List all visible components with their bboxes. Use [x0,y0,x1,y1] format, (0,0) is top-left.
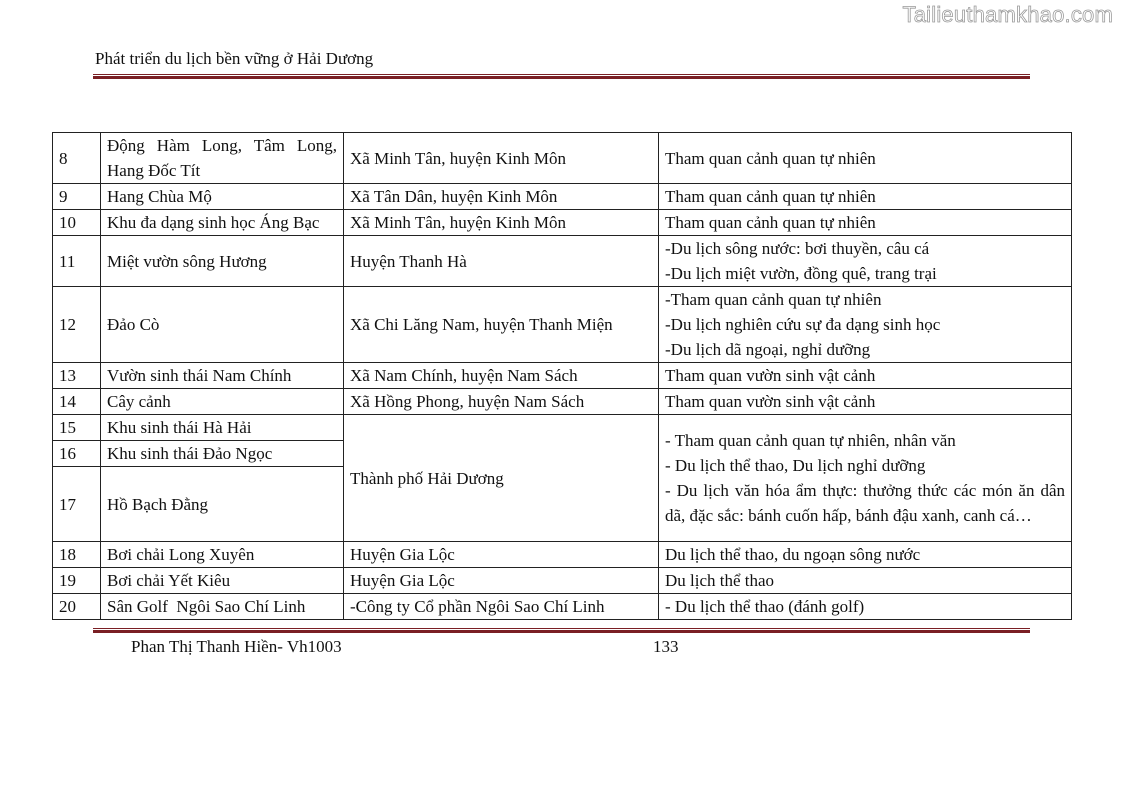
destination-name-line: Hang Chùa Mộ [107,187,212,206]
destination-name-line: Cây cảnh [107,392,171,411]
table-row [53,287,1072,363]
footer-author: Phan Thị Thanh Hiền- Vh1003 [131,637,342,656]
destination-name [101,594,344,620]
activity-line: - Tham quan cảnh quan tự nhiên, nhân văn [665,431,956,450]
table-row [53,184,1072,210]
destination-activity [659,415,1072,542]
destination-activity [659,594,1072,620]
activity-line: Tham quan cảnh quan tự nhiên [665,213,876,232]
destination-name-line: Khu sinh thái Đảo Ngọc [107,444,273,463]
activity-line: -Du lịch miệt vườn, đồng quê, trang trại [665,264,937,283]
row-number: 14 [53,389,101,415]
destination-activity [659,542,1072,568]
destination-activity [659,210,1072,236]
table-row [53,210,1072,236]
destination-location: Xã Minh Tân, huyện Kinh Môn [344,133,659,184]
table-row [53,568,1072,594]
destination-name-line: Bơi chải Yết Kiêu [107,571,231,590]
destination-location: Huyện Thanh Hà [344,236,659,287]
row-number: 17 [53,467,101,542]
table-row [53,594,1072,620]
destination-name [101,389,344,415]
page-header-title: Phát triển du lịch bền vững ở Hải Dương [95,49,374,68]
destination-location: Xã Nam Chính, huyện Nam Sách [344,363,659,389]
destination-name [101,467,344,542]
destination-name [101,133,344,184]
destination-activity [659,184,1072,210]
destination-name-line: Động Hàm Long, Tâm Long, [107,136,337,155]
destination-location: Xã Tân Dân, huyện Kinh Môn [344,184,659,210]
destination-location: -Công ty Cổ phần Ngôi Sao Chí Linh [344,594,659,620]
header-rule [93,74,1030,79]
table-row [53,133,1072,184]
destination-name-line: Đảo Cò [107,315,160,334]
table-row [53,236,1072,287]
destination-name [101,363,344,389]
row-number: 12 [53,287,101,363]
row-number: 9 [53,184,101,210]
destination-name-line: Vườn sinh thái Nam Chính [107,366,292,385]
destination-activity [659,236,1072,287]
destination-name [101,441,344,467]
destination-location: Xã Minh Tân, huyện Kinh Môn [344,210,659,236]
destination-location: Huyện Gia Lộc [344,568,659,594]
destination-location: Huyện Gia Lộc [344,542,659,568]
activity-line: Tham quan cảnh quan tự nhiên [665,187,876,206]
table-row [53,542,1072,568]
row-number: 13 [53,363,101,389]
destination-location: Xã Hồng Phong, huyện Nam Sách [344,389,659,415]
activity-line: -Tham quan cảnh quan tự nhiên [665,290,882,309]
destination-name [101,236,344,287]
activity-line: - Du lịch văn hóa ẩm thực: thưởng thức các món ăn dân dã, đặc sắc: bánh cuốn hấp, bánh đậu xanh, canh cá… [665,481,1065,525]
table-row [53,389,1072,415]
activity-line: Tham quan vườn sinh vật cảnh [665,392,876,411]
row-number: 11 [53,236,101,287]
page-number: 133 [653,637,679,656]
destination-activity [659,133,1072,184]
watermark-text: Tailieuthamkhao.com [902,2,1113,27]
destination-activity [659,568,1072,594]
destination-name-line: Sân Golf Ngôi Sao Chí Linh [107,597,306,616]
table-row [53,415,1072,441]
row-number: 18 [53,542,101,568]
activity-line: -Du lịch sông nước: bơi thuyền, câu cá [665,239,930,258]
destination-activity [659,363,1072,389]
row-number: 15 [53,415,101,441]
activity-line: -Du lịch nghiên cứu sự đa dạng sinh học [665,315,941,334]
destination-name-line: Hang Đốc Tít [107,161,201,180]
destination-name-line: Bơi chải Long Xuyên [107,545,255,564]
row-number: 16 [53,441,101,467]
destination-activity [659,389,1072,415]
table-row [53,363,1072,389]
destination-name [101,287,344,363]
destination-name [101,542,344,568]
activity-line: - Du lịch thể thao (đánh golf) [665,597,865,616]
destination-name [101,415,344,441]
row-number: 10 [53,210,101,236]
row-number: 19 [53,568,101,594]
activity-line: Du lịch thể thao [665,571,775,590]
activity-line: Du lịch thể thao, du ngoạn sông nước [665,545,921,564]
row-number: 8 [53,133,101,184]
destination-name-line: Hồ Bạch Đằng [107,494,209,514]
destination-name [101,568,344,594]
activity-line: - Du lịch thể thao, Du lịch nghỉ dưỡng [665,456,926,475]
destination-name [101,210,344,236]
destination-name [101,184,344,210]
destination-location: Thành phố Hải Dương [344,415,659,542]
destination-name-line: Miệt vườn sông Hương [107,251,267,271]
row-number: 20 [53,594,101,620]
destination-location: Xã Chi Lăng Nam, huyện Thanh Miện [344,287,659,363]
activity-line: -Du lịch dã ngoại, nghỉ dưỡng [665,340,871,359]
destination-name-line: Khu sinh thái Hà Hải [107,418,252,437]
destinations-table [52,132,1072,620]
destination-activity [659,287,1072,363]
destination-name-line: Khu đa dạng sinh học Áng Bạc [107,213,320,232]
activity-line: Tham quan vườn sinh vật cảnh [665,366,876,385]
activity-line: Tham quan cảnh quan tự nhiên [665,148,876,168]
footer-rule [93,628,1030,633]
